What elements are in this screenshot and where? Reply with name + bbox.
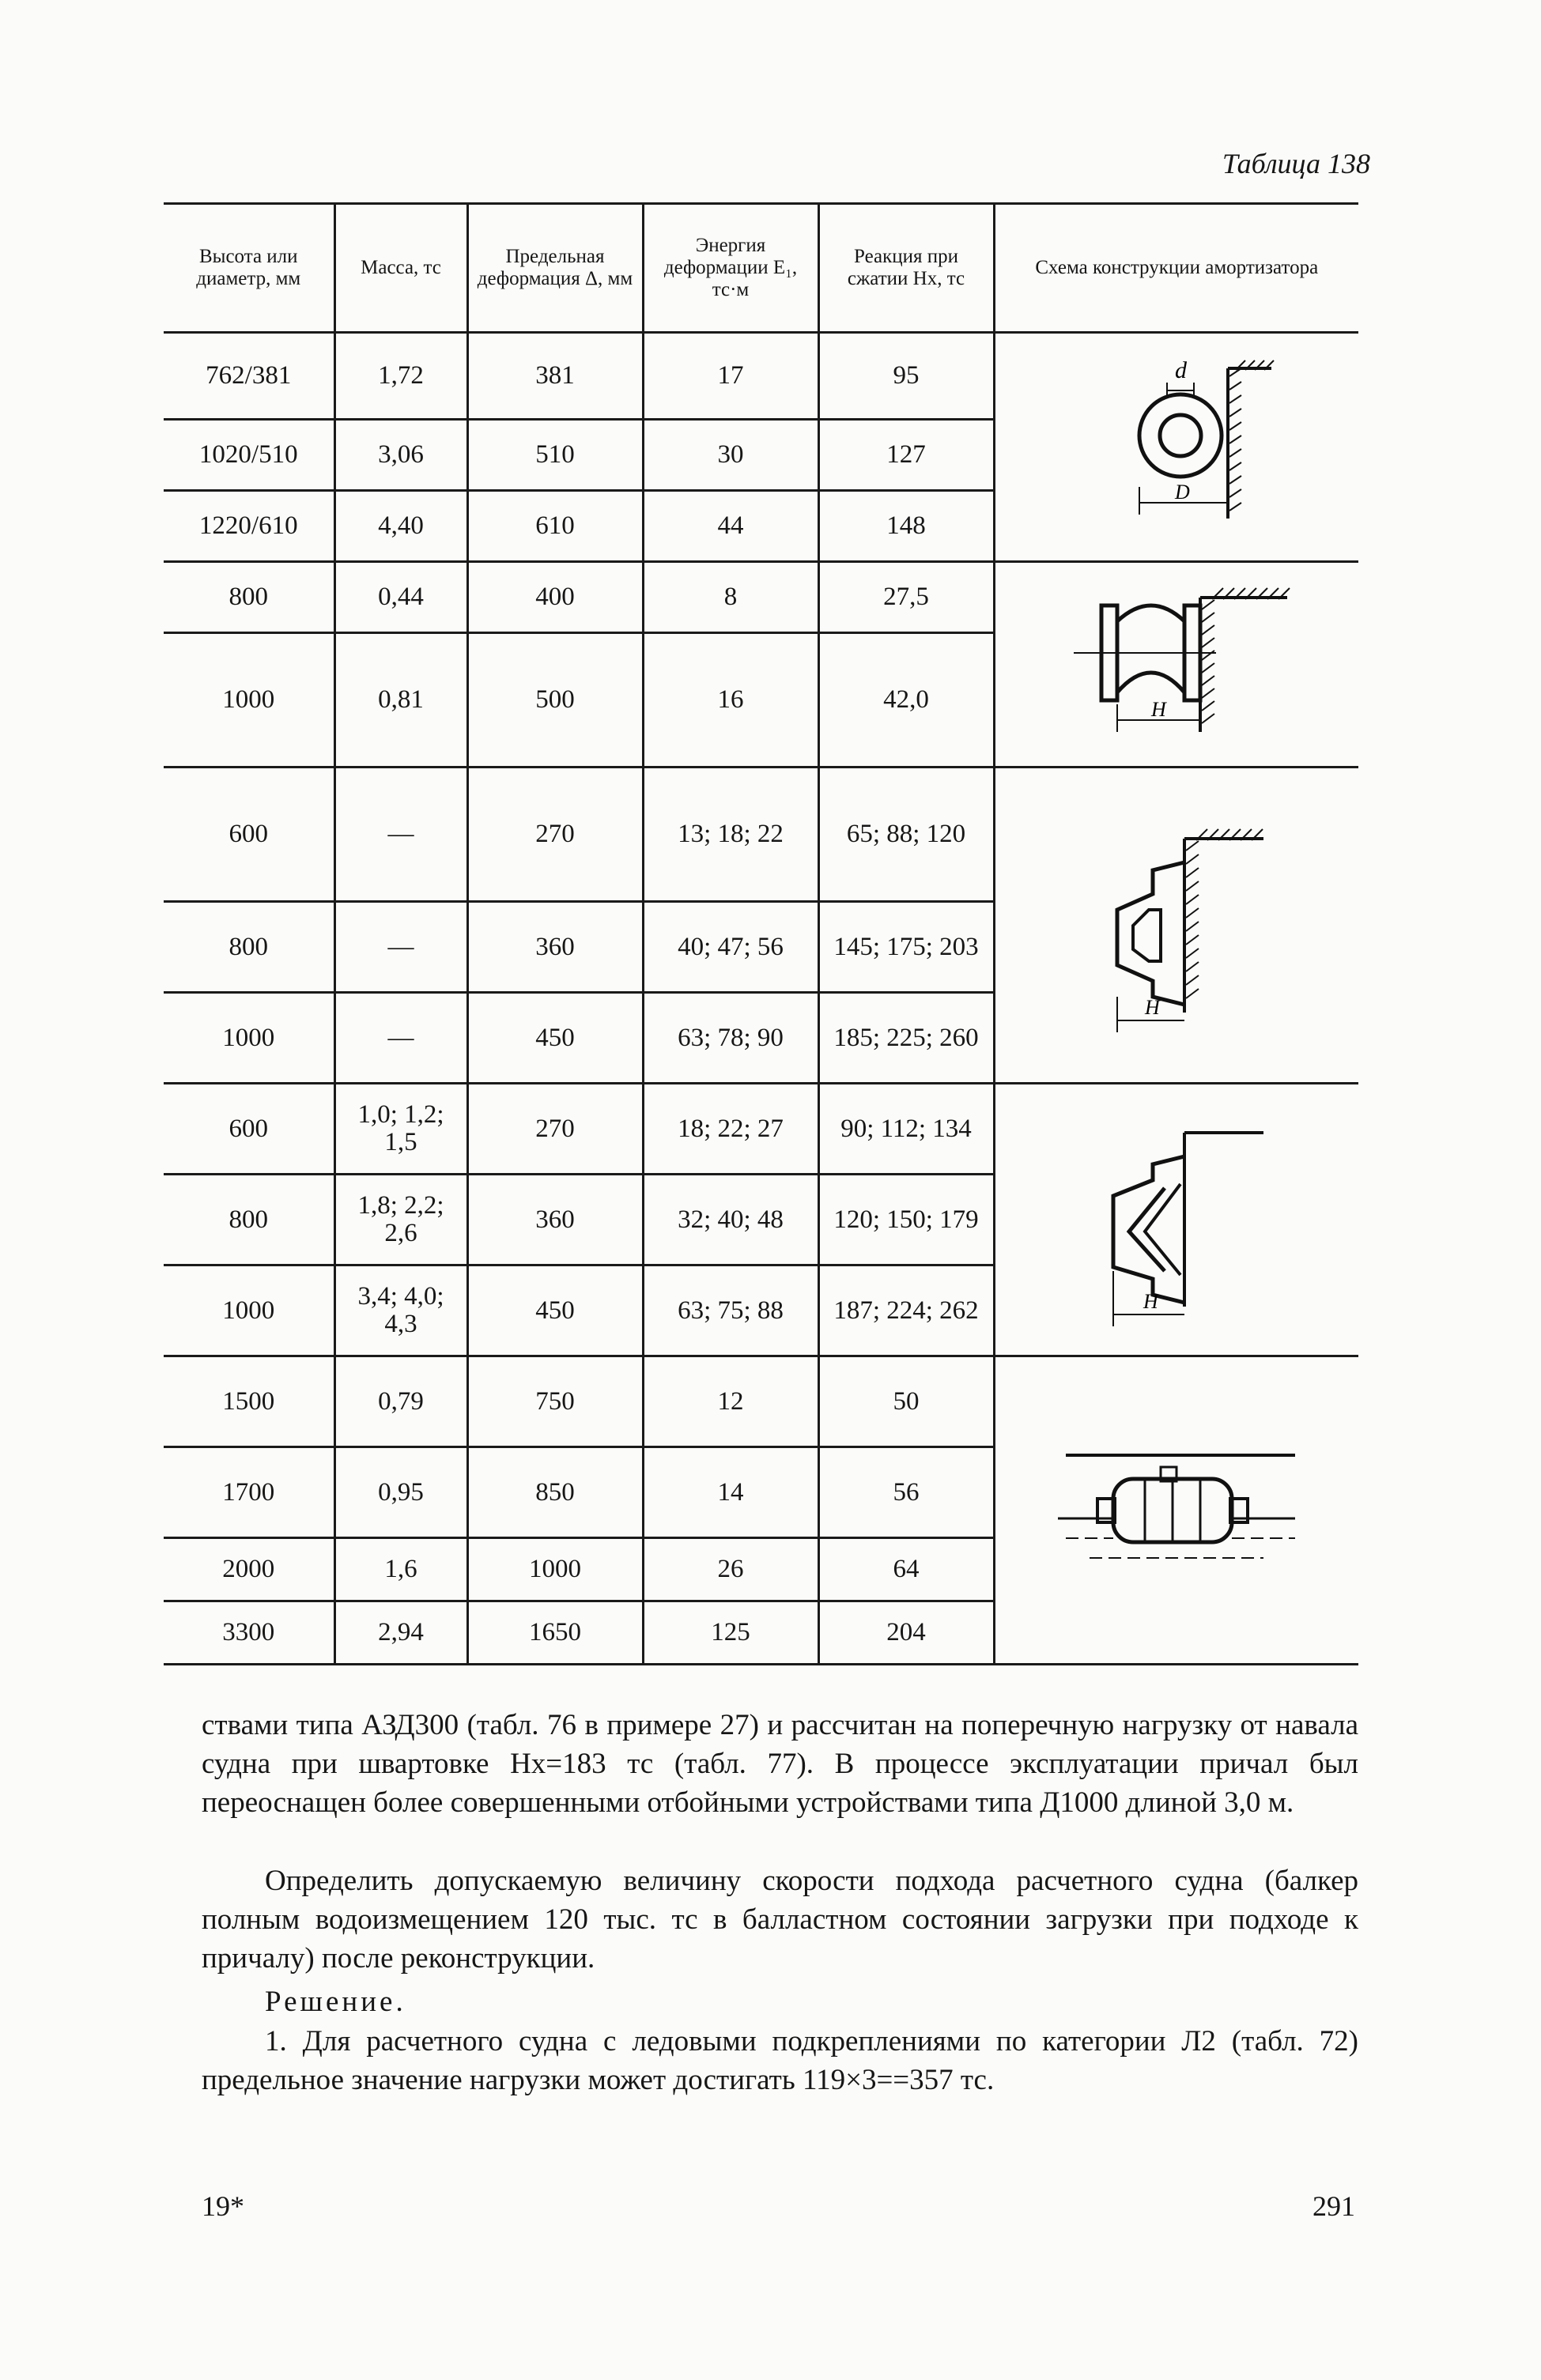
- scheme-label-H: H: [1145, 995, 1161, 1019]
- cell-reaction: 50: [818, 1356, 994, 1447]
- page-number: 291: [1312, 2190, 1355, 2222]
- trapezoid-fender-icon: [994, 768, 1358, 1084]
- cell-mass: 1,0; 1,2; 1,5: [334, 1084, 467, 1175]
- cell-deformation: 850: [467, 1447, 643, 1538]
- cell-energy: 8: [643, 562, 818, 633]
- paragraph-solution-heading: Решение.: [265, 1986, 406, 2018]
- cell-height: 2000: [164, 1538, 334, 1601]
- cell-height: 1220/610: [164, 491, 334, 562]
- cell-mass: —: [334, 993, 467, 1084]
- cell-mass: 3,4; 4,0; 4,3: [334, 1265, 467, 1356]
- paragraph-1: ствами типа АЗД300 (табл. 76 в примере 27) и рассчитан на поперечную нагрузку от навала судна при швартовке Hx=183 тс (табл. 77). В процессе эксплуатации причал был переоснащен более совершенными отбойными устройствами типа Д1000 длиной 3,0 м.: [202, 1709, 1358, 1819]
- cell-energy: 32; 40; 48: [643, 1175, 818, 1265]
- cell-height: 1000: [164, 993, 334, 1084]
- v-fender-icon: [994, 1084, 1358, 1356]
- cell-mass: —: [334, 768, 467, 902]
- cell-height: 762/381: [164, 333, 334, 420]
- cell-reaction: 204: [818, 1601, 994, 1665]
- cell-energy: 63; 78; 90: [643, 993, 818, 1084]
- cell-reaction: 95: [818, 333, 994, 420]
- cell-reaction: 145; 175; 203: [818, 902, 994, 993]
- table-caption: Таблица 138: [1222, 148, 1370, 179]
- scheme-label-H: H: [1143, 1290, 1159, 1313]
- floating-fender-icon: [994, 1356, 1358, 1665]
- col-header-reaction: Реакция при сжатии Hx, тс: [818, 204, 994, 333]
- cell-deformation: 400: [467, 562, 643, 633]
- cell-deformation: 1650: [467, 1601, 643, 1665]
- cell-reaction: 127: [818, 420, 994, 491]
- cell-mass: —: [334, 902, 467, 993]
- cell-reaction: 148: [818, 491, 994, 562]
- cell-deformation: 1000: [467, 1538, 643, 1601]
- col-header-deformation: Предельная деформация Δ, мм: [467, 204, 643, 333]
- paragraph-3: 1. Для расчетного судна с ледовыми подкреплениями по категории Л2 (табл. 72) предельное значение нагрузки может достигать 119×3==357 тс.: [202, 2025, 1358, 2096]
- cell-height: 1700: [164, 1447, 334, 1538]
- cell-reaction: 42,0: [818, 633, 994, 768]
- cell-reaction: 90; 112; 134: [818, 1084, 994, 1175]
- cell-deformation: 381: [467, 333, 643, 420]
- table-row: [164, 333, 1358, 420]
- cell-mass: 1,72: [334, 333, 467, 420]
- cell-mass: 0,44: [334, 562, 467, 633]
- cell-energy: 13; 18; 22: [643, 768, 818, 902]
- table-row: [164, 1356, 1358, 1447]
- cell-deformation: 360: [467, 902, 643, 993]
- cell-mass: 0,79: [334, 1356, 467, 1447]
- cell-reaction: 64: [818, 1538, 994, 1601]
- cell-height: 800: [164, 562, 334, 633]
- col-header-scheme: Схема конструкции амортизатора: [994, 204, 1358, 333]
- table-row: [164, 1084, 1358, 1175]
- paragraph-2: Определить допускаемую величину скорости подхода расчетного судна (балкер полным водоизмещением 120 тыс. тс в балластном состоянии загрузки при подходе к причалу) после реконструкции.: [202, 1865, 1358, 1975]
- fender-table: [164, 202, 1358, 1665]
- cell-reaction: 56: [818, 1447, 994, 1538]
- scheme-label-D: D: [1175, 480, 1191, 504]
- cell-deformation: 500: [467, 633, 643, 768]
- cell-deformation: 360: [467, 1175, 643, 1265]
- cell-height: 1000: [164, 1265, 334, 1356]
- cell-reaction: 185; 225; 260: [818, 993, 994, 1084]
- cell-height: 1000: [164, 633, 334, 768]
- cell-reaction: 27,5: [818, 562, 994, 633]
- cell-energy: 30: [643, 420, 818, 491]
- cell-energy: 125: [643, 1601, 818, 1665]
- col-header-energy: Энергия деформации E₁, тс·м: [643, 204, 818, 333]
- table-header-row: [164, 204, 1358, 333]
- cell-deformation: 750: [467, 1356, 643, 1447]
- cell-height: 800: [164, 902, 334, 993]
- cell-reaction: 120; 150; 179: [818, 1175, 994, 1265]
- cell-deformation: 270: [467, 1084, 643, 1175]
- cell-height: 1020/510: [164, 420, 334, 491]
- cell-energy: 44: [643, 491, 818, 562]
- cell-deformation: 270: [467, 768, 643, 902]
- cylinder-fender-icon: [994, 333, 1358, 562]
- cell-deformation: 610: [467, 491, 643, 562]
- cell-mass: 2,94: [334, 1601, 467, 1665]
- arch-fender-icon: [994, 562, 1358, 768]
- cell-deformation: 450: [467, 993, 643, 1084]
- table-row: [164, 562, 1358, 633]
- cell-energy: 17: [643, 333, 818, 420]
- cell-mass: 1,8; 2,2; 2,6: [334, 1175, 467, 1265]
- cell-height: 3300: [164, 1601, 334, 1665]
- cell-energy: 16: [643, 633, 818, 768]
- cell-deformation: 450: [467, 1265, 643, 1356]
- cell-energy: 26: [643, 1538, 818, 1601]
- table-row: [164, 768, 1358, 902]
- cell-mass: 1,6: [334, 1538, 467, 1601]
- col-header-mass: Масса, тс: [334, 204, 467, 333]
- cell-height: 1500: [164, 1356, 334, 1447]
- cell-height: 800: [164, 1175, 334, 1265]
- cell-mass: 0,95: [334, 1447, 467, 1538]
- cell-height: 600: [164, 1084, 334, 1175]
- scheme-label-d: d: [1175, 356, 1188, 383]
- cell-mass: 4,40: [334, 491, 467, 562]
- cell-mass: 0,81: [334, 633, 467, 768]
- cell-energy: 63; 75; 88: [643, 1265, 818, 1356]
- cell-energy: 14: [643, 1447, 818, 1538]
- signature-mark: 19*: [202, 2190, 244, 2222]
- cell-energy: 18; 22; 27: [643, 1084, 818, 1175]
- col-header-height: Высота или диаметр, мм: [164, 204, 334, 333]
- cell-height: 600: [164, 768, 334, 902]
- cell-energy: 40; 47; 56: [643, 902, 818, 993]
- scheme-label-H: H: [1151, 697, 1167, 721]
- cell-reaction: 187; 224; 262: [818, 1265, 994, 1356]
- cell-mass: 3,06: [334, 420, 467, 491]
- cell-reaction: 65; 88; 120: [818, 768, 994, 902]
- cell-deformation: 510: [467, 420, 643, 491]
- cell-energy: 12: [643, 1356, 818, 1447]
